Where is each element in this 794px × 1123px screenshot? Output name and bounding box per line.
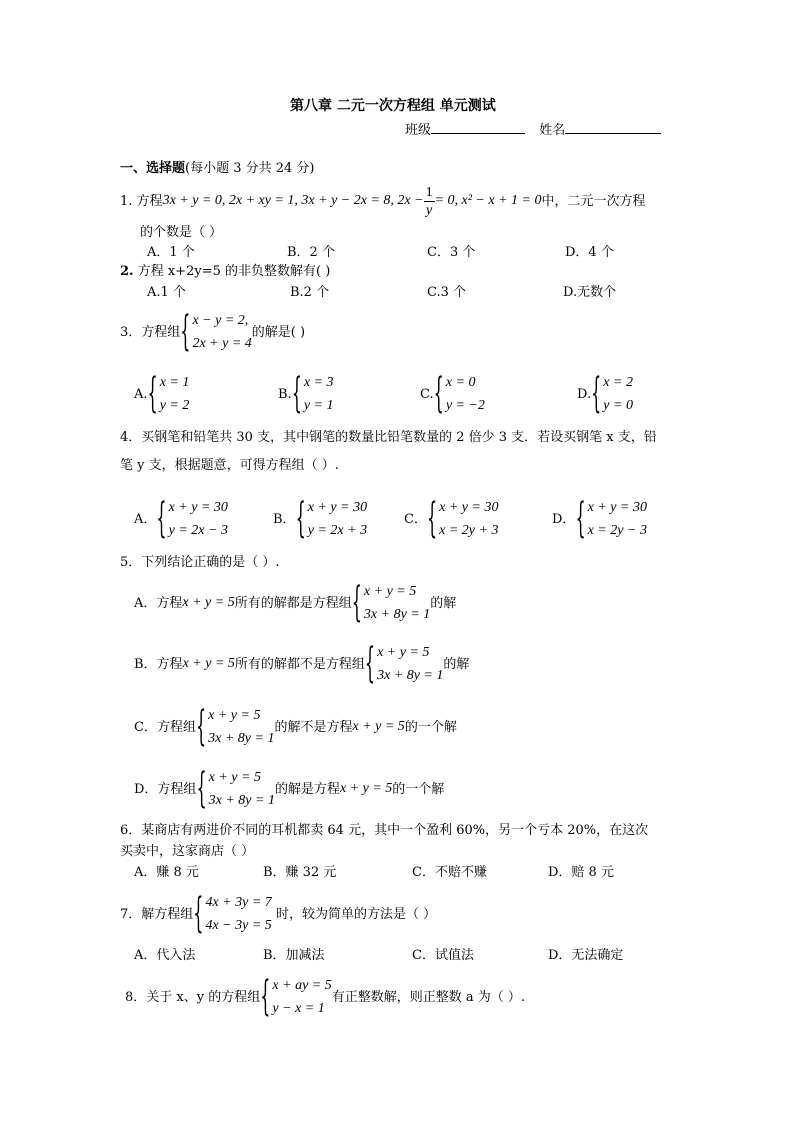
- name-input-line[interactable]: [565, 121, 661, 134]
- class-field: [405, 121, 661, 137]
- q1-option-b[interactable]: B．2 个: [287, 245, 335, 260]
- question-4-line2: 笔 y 支，根据题意，可得方程组（ ）.: [120, 458, 339, 473]
- q1-option-d[interactable]: D．4 个: [565, 245, 614, 260]
- q6-option-a[interactable]: A．赚 8 元: [134, 865, 199, 880]
- page-title: 第八章 二元一次方程组 单元测试: [290, 98, 496, 114]
- question-1: 1. 方程 3x + y = 0, 2x + xy = 1, 3x + y − 2x = 8, 2x − $\frac{1}{y}$ = 0, x² − x + 1 = 0 中，二元一次方程: [120, 184, 646, 218]
- question-6-line1: 6．某商店有两进价不同的耳机都卖 64 元，其中一个盈利 60%，另一个亏本 20%，在这次: [120, 823, 649, 838]
- q1-fraction: $\frac{1}{y}$: [425, 184, 433, 218]
- q5-option-b[interactable]: B．方程 x + y = 5 所有的解都不是方程组 { x + y = 5 3x + 8y = 1 的解: [134, 638, 470, 688]
- q4-option-c[interactable]: C． { x + y = 30 x = 2y + 3: [404, 493, 499, 543]
- q6-option-c[interactable]: C．不赔不赚: [412, 865, 487, 880]
- q1-option-c[interactable]: C．3 个: [427, 245, 476, 260]
- q7-option-a[interactable]: A．代入法: [134, 948, 196, 963]
- q5-option-a[interactable]: A．方程 x + y = 5 所有的解都是方程组 { x + y = 5 3x + 8y = 1 的解: [134, 577, 457, 627]
- q4-option-d[interactable]: D． { x + y = 30 x = 2y − 3: [552, 493, 647, 543]
- question-5: 5．下列结论正确的是（ ）.: [120, 555, 280, 570]
- question-1-line2: 的个数是（ ）: [140, 225, 223, 240]
- class-label: 班级: [405, 123, 432, 138]
- q3-option-d[interactable]: D. { x = 2 y = 0: [577, 368, 633, 418]
- q7-option-b[interactable]: B．加减法: [263, 948, 325, 963]
- q7-option-c[interactable]: C．试值法: [412, 948, 474, 963]
- question-3: 3．方程组 { x − y = 2, 2x + y = 4 的解是( ): [120, 306, 306, 356]
- q3-option-b[interactable]: B. { x = 3 y = 1: [278, 368, 334, 418]
- q6-option-d[interactable]: D．赔 8 元: [548, 865, 614, 880]
- q6-option-b[interactable]: B．赚 32 元: [263, 865, 337, 880]
- q1-equations: 3x + y = 0, 2x + xy = 1, 3x + y − 2x = 8, 2x −: [162, 193, 424, 208]
- q5-option-d[interactable]: D．方程组 { x + y = 5 3x + 8y = 1 的解是方程 x + y = 5 的一个解: [134, 763, 445, 813]
- question-8: 8．关于 x、y 的方程组 { x + ay = 5 y − x = 1 有正整数解，则正整数 a 为（ ）.: [125, 971, 526, 1021]
- question-7: 7．解方程组 { 4x + 3y = 7 4x − 3y = 5 时，较为简单的方法是（ ）: [120, 888, 437, 938]
- q1-option-a[interactable]: A．1 个: [147, 245, 195, 260]
- q2-option-d[interactable]: D.无数个: [563, 285, 617, 300]
- q3-option-a[interactable]: A. { x = 1 y = 2: [134, 368, 190, 418]
- q3-option-c[interactable]: C. { x = 0 y = −2: [420, 368, 485, 418]
- class-input-line[interactable]: [431, 121, 525, 134]
- q4-option-b[interactable]: B． { x + y = 30 y = 2x + 3: [273, 493, 368, 543]
- q3-system: { x − y = 2, 2x + y = 4: [180, 306, 252, 356]
- q2-option-a[interactable]: A.1 个: [147, 285, 186, 300]
- question-2: 2. 方程 x+2y=5 的非负整数解有( ): [120, 264, 331, 279]
- section-heading: 一、选择题(每小题 3 分共 24 分): [120, 161, 315, 176]
- q4-option-a[interactable]: A． { x + y = 30 y = 2x − 3: [134, 493, 228, 543]
- question-6-line2: 买卖中，这家商店（ ）: [120, 844, 255, 859]
- q5-option-c[interactable]: C．方程组 { x + y = 5 3x + 8y = 1 的解不是方程 x + y = 5 的一个解: [134, 701, 457, 751]
- question-4-line1: 4．买钢笔和铅笔共 30 支，其中钢笔的数量比铅笔数量的 2 倍少 3 支．若设买钢笔 x 支，铅: [120, 430, 657, 445]
- name-label: 姓名: [539, 123, 566, 138]
- q2-option-b[interactable]: B.2 个: [290, 285, 330, 300]
- q2-option-c[interactable]: C.3 个: [427, 285, 467, 300]
- q7-option-d[interactable]: D．无法确定: [548, 948, 624, 963]
